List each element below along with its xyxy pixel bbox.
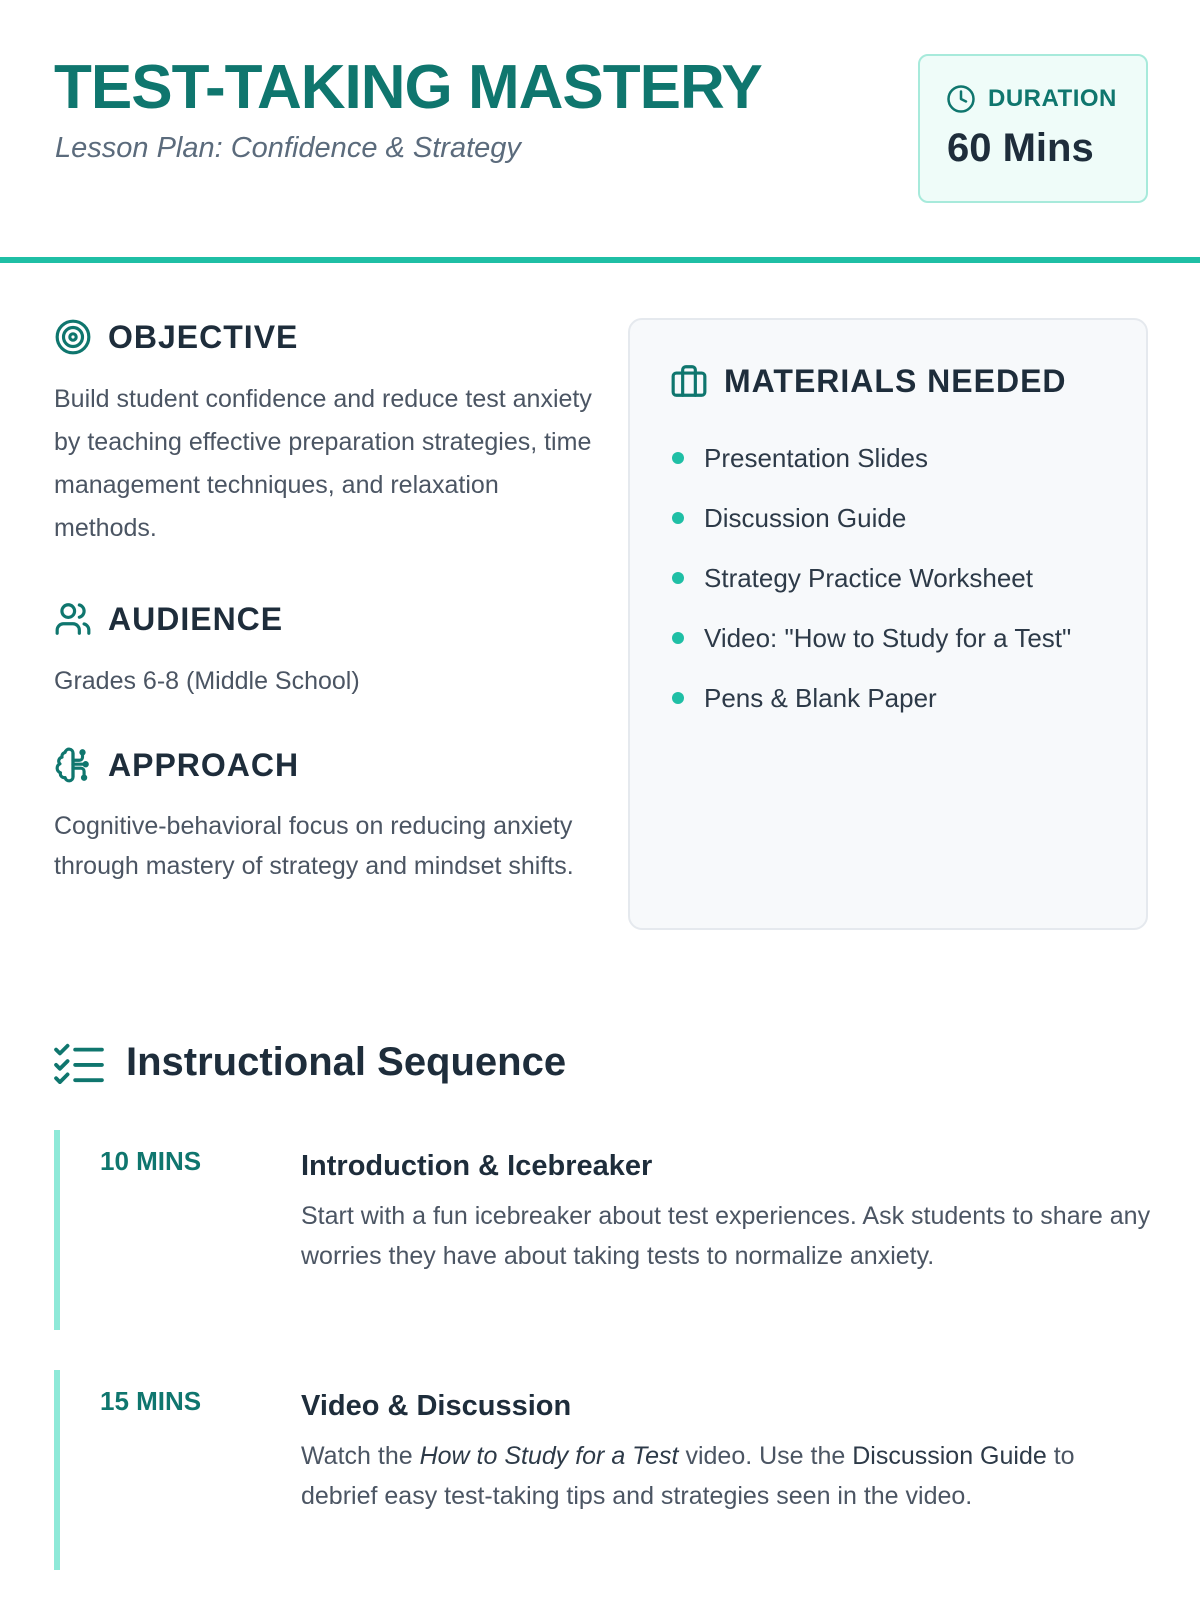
list-item bbox=[670, 618, 1110, 658]
materials-card bbox=[628, 318, 1148, 930]
list-item bbox=[670, 678, 1110, 718]
duration-value: 60 Mins bbox=[947, 126, 1094, 170]
desc-text: video. Use the bbox=[678, 1442, 853, 1470]
video-title-text: How to Study for a Test bbox=[419, 1442, 679, 1470]
list-item bbox=[670, 558, 1110, 598]
desc-text: Watch the bbox=[301, 1442, 420, 1470]
bullet-icon bbox=[672, 512, 684, 524]
duration-label-row bbox=[946, 84, 1117, 114]
step-duration: 15 MINS bbox=[100, 1386, 202, 1416]
sequence-step bbox=[54, 1130, 1154, 1330]
approach-section bbox=[54, 746, 574, 886]
bullet-icon bbox=[672, 632, 684, 644]
approach-text: Cognitive-behavioral focus on reducing anxiety through mastery of strategy and mindset shifts. bbox=[54, 812, 574, 880]
materials-heading bbox=[670, 362, 1067, 400]
step-title: Video & Discussion bbox=[301, 1390, 572, 1422]
duration-label: DURATION bbox=[988, 85, 1117, 112]
sequence-heading bbox=[54, 1040, 566, 1085]
material-label: Presentation Slides bbox=[704, 443, 929, 473]
material-label: Pens & Blank Paper bbox=[704, 683, 937, 713]
material-label: Strategy Practice Worksheet bbox=[704, 563, 1033, 593]
materials-list bbox=[670, 438, 1110, 738]
header-divider bbox=[0, 257, 1200, 263]
step-title: Introduction & Icebreaker bbox=[301, 1150, 653, 1182]
page-subtitle: Lesson Plan: Confidence & Strategy bbox=[55, 132, 521, 164]
sequence-step bbox=[54, 1370, 1154, 1570]
step-duration: 10 MINS bbox=[100, 1146, 202, 1176]
approach-heading bbox=[54, 746, 574, 784]
approach-title: APPROACH bbox=[108, 746, 300, 783]
users-icon bbox=[54, 600, 92, 638]
desc-text: to debrief easy test-taking tips and strategies seen in the video. bbox=[301, 1442, 1075, 1510]
audience-section bbox=[54, 600, 360, 703]
duration-card bbox=[918, 54, 1148, 203]
page-title: TEST-TAKING MASTERY bbox=[54, 53, 762, 122]
objective-section bbox=[54, 318, 594, 550]
audience-text: Grades 6-8 (Middle School) bbox=[54, 667, 360, 695]
clock-icon bbox=[946, 84, 976, 114]
bullet-icon bbox=[672, 692, 684, 704]
audience-heading bbox=[54, 600, 360, 638]
objective-heading bbox=[54, 318, 594, 356]
step-description bbox=[301, 1436, 1151, 1516]
brain-icon bbox=[54, 746, 92, 784]
header bbox=[0, 0, 1200, 260]
target-icon bbox=[54, 318, 92, 356]
list-item bbox=[670, 498, 1110, 538]
objective-text: Build student confidence and reduce test anxiety by teaching effective preparation strategies, time management techniques, and relaxation methods. bbox=[54, 385, 592, 542]
list-item bbox=[670, 438, 1110, 478]
objective-title: OBJECTIVE bbox=[108, 318, 299, 355]
sequence-title: Instructional Sequence bbox=[126, 1040, 567, 1084]
bullet-icon bbox=[672, 572, 684, 584]
briefcase-icon bbox=[670, 362, 708, 400]
guide-name-text: Discussion Guide bbox=[852, 1442, 1047, 1470]
material-label: Discussion Guide bbox=[704, 503, 907, 533]
material-label: Video: "How to Study for a Test" bbox=[704, 623, 1072, 653]
materials-title: MATERIALS NEEDED bbox=[724, 362, 1067, 399]
bullet-icon bbox=[672, 452, 684, 464]
checklist-icon bbox=[54, 1042, 104, 1084]
audience-title: AUDIENCE bbox=[108, 600, 284, 637]
step-description: Start with a fun icebreaker about test experiences. Ask students to share any worries they have about taking tests to normalize anxiety. bbox=[301, 1202, 1151, 1270]
